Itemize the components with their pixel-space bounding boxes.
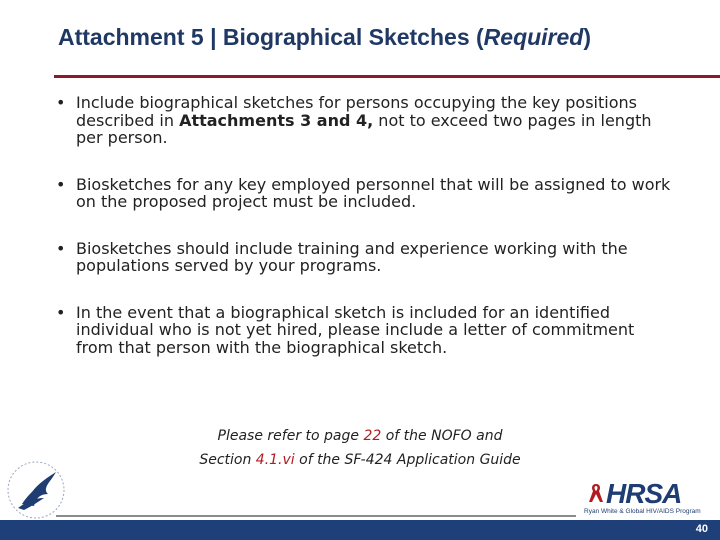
note-text: Please refer to page — [217, 428, 364, 444]
bullet-text-bold: Attachments 3 and 4, — [179, 110, 374, 130]
title-close: ) — [583, 24, 592, 50]
hrsa-ribbon-icon — [588, 482, 604, 504]
title-main: Attachment 5 | Biographical Sketches ( — [58, 24, 484, 50]
bullet-item — [56, 94, 676, 147]
bullet-icon: • — [56, 302, 66, 322]
page-title — [58, 24, 698, 51]
bullet-list — [56, 94, 676, 385]
reference-line-1 — [150, 424, 570, 448]
bullet-item — [56, 240, 676, 275]
reference-note — [150, 424, 570, 472]
footer-bar — [0, 520, 720, 540]
page-number: 40 — [695, 523, 708, 535]
note-text: of the SF-424 Application Guide — [294, 452, 521, 468]
bullet-item — [56, 176, 676, 211]
section-reference-link[interactable]: 4.1.vi — [255, 452, 295, 468]
bullet-text-post: not to exceed two pages in length per person. — [76, 110, 652, 147]
page-reference-link[interactable]: 22 — [363, 428, 382, 444]
bullet-text-pre: Include biographical sketches for persons occupying the key positions described in — [76, 93, 637, 130]
footer-divider — [56, 515, 576, 517]
title-divider — [54, 75, 720, 78]
bullet-text: Biosketches should include training and experience working with the populations served by your programs. — [76, 238, 628, 275]
bullet-icon: • — [56, 93, 66, 112]
bullet-item — [56, 304, 676, 357]
bullet-text: Biosketches for any key employed personnel that will be assigned to work on the proposed project must be included. — [76, 174, 671, 211]
note-text: of the NOFO and — [381, 428, 503, 444]
hrsa-logo-text: HRSA — [606, 478, 682, 509]
bullet-icon: • — [56, 238, 66, 258]
note-text: Section — [199, 452, 256, 468]
reference-line-2 — [150, 448, 570, 472]
bullet-icon: • — [56, 174, 66, 194]
hhs-eagle-logo — [0, 452, 80, 520]
title-italic: Required — [483, 24, 584, 50]
bullet-text: In the event that a biographical sketch is included for an identified individual who is not yet hired, please include a letter of commitment from that person with the biographical sketch. — [76, 302, 635, 357]
hrsa-logo-subtitle: Ryan White & Global HIV/AIDS Program — [584, 508, 701, 515]
hrsa-logo — [584, 478, 716, 515]
